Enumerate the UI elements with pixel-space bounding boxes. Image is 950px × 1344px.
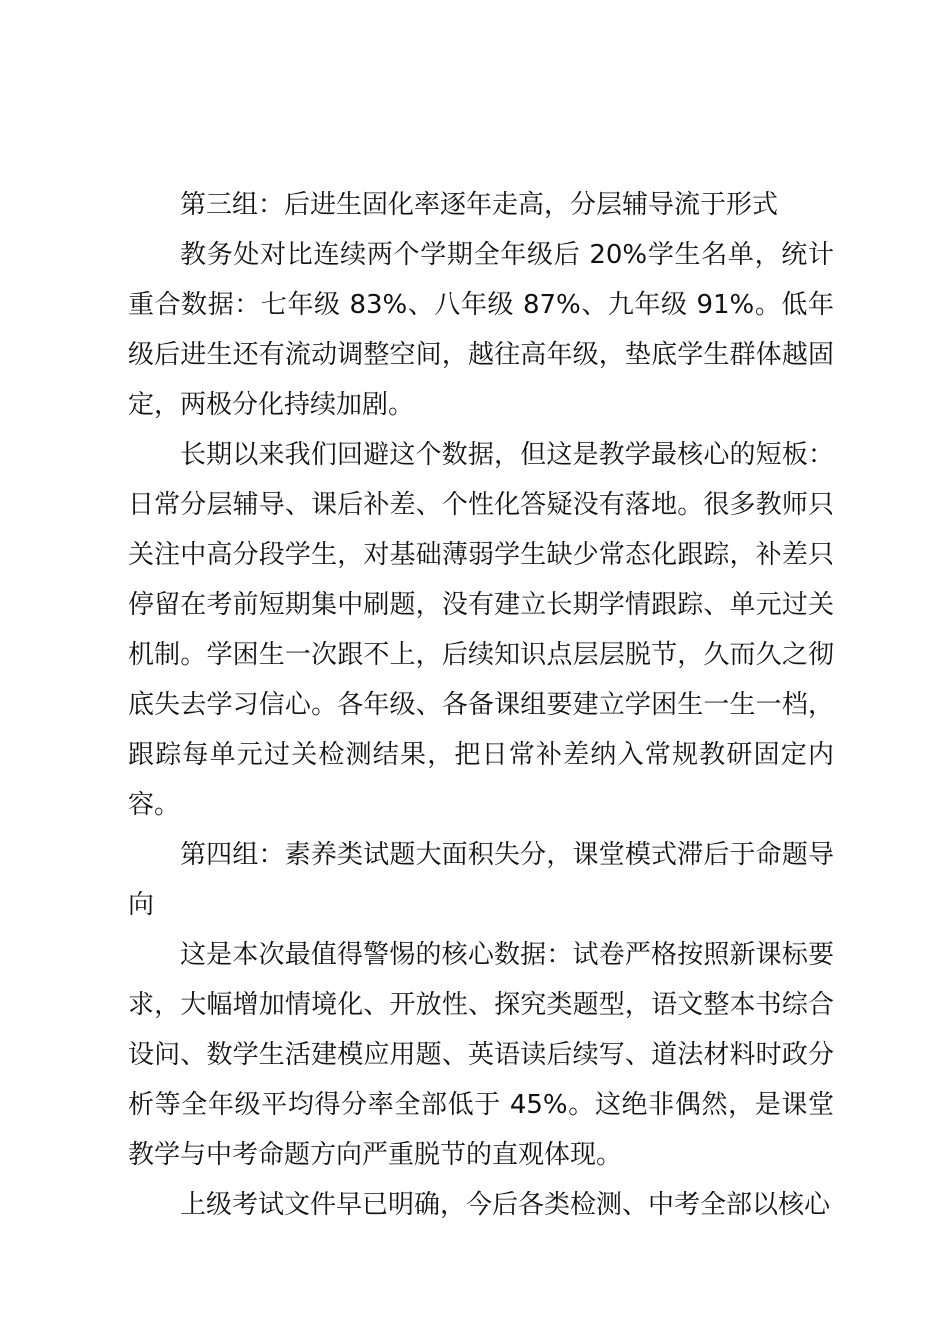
paragraph-tutoring-shortcoming: 长期以来我们回避这个数据，但这是教学最核心的短板：日常分层辅导、课后补差、个性化答疑没有落地。很多教师只关注中高分段学生，对基础薄弱学生缺少常态化跟踪，补差只停留在考前短期集中刷题，没有建立长期学情跟踪、单元过关机制。学困生一次跟不上，后续知识点层层脱节，久而久之彻底失去学习信心。各年级、各备课组要建立学困生一生一档，跟踪每单元过关检测结果，把日常补差纳入常规教研固定内容。	[128, 440, 834, 820]
section-heading-group-4: 第四组：素养类试题大面积失分，课堂模式滞后于命题导向	[128, 840, 834, 920]
paragraph-overlap-data: 教务处对比连续两个学期全年级后 20%学生名单，统计重合数据：七年级 83%、八年级 87%、九年级 91%。低年级后进生还有流动调整空间，越往高年级，垫底学生群体越固定，两极分化持续加剧。	[128, 240, 834, 420]
paragraph-literacy-questions: 这是本次最值得警惕的核心数据：试卷严格按照新课标要求，大幅增加情境化、开放性、探究类题型，语文整本书综合设问、数学生活建模应用题、英语读后续写、道法材料时政分析等全年级平均得分率全部低于 45%。这绝非偶然，是课堂教学与中考命题方向严重脱节的直观体现。	[128, 940, 834, 1170]
section-heading-group-3: 第三组：后进生固化率逐年走高，分层辅导流于形式	[180, 190, 779, 220]
paragraph-exam-documents: 上级考试文件早已明确，今后各类检测、中考全部以核心	[180, 1190, 831, 1220]
document-body	[128, 180, 834, 1230]
